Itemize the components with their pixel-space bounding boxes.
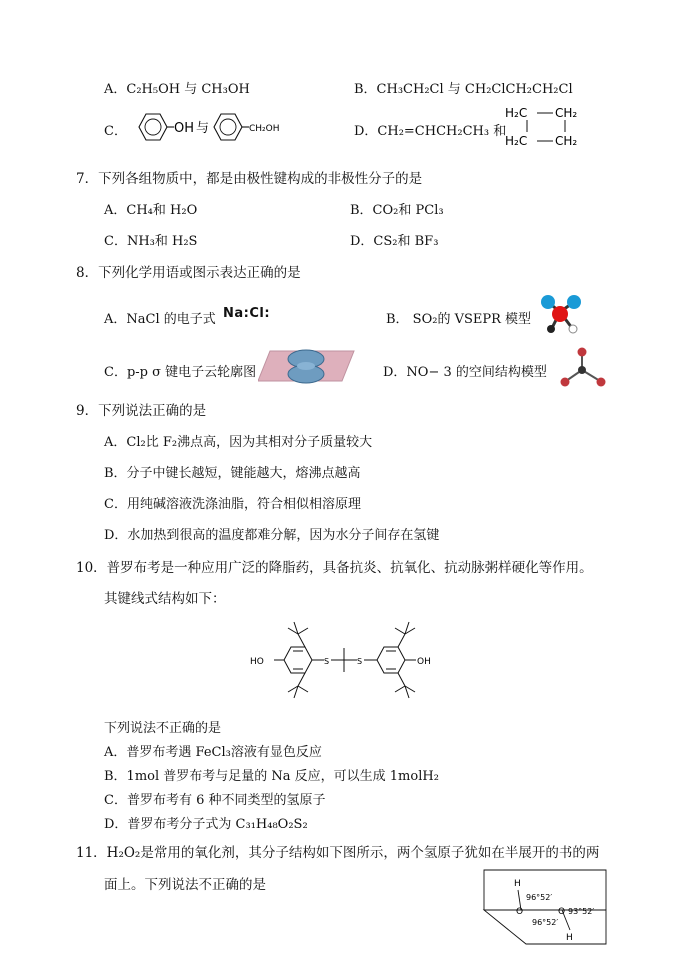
ring-label-top-left: H₂C <box>505 106 528 120</box>
q8-option-a: A．NaCl 的电子式 <box>104 312 216 327</box>
q6-c-ch2oh-label: CH₂OH <box>249 124 280 134</box>
fig-h-bottom: H <box>566 933 573 943</box>
q11-stem-line2: 面上。下列说法不正确的是 <box>104 877 266 893</box>
q6-option-a: A．C₂H₅OH 与 CH₃OH <box>104 82 250 97</box>
fig-dihedral: 93°52′ <box>568 907 595 916</box>
q6-c-oh-label: OH <box>174 121 195 136</box>
q7-option-a: A．CH₄和 H₂O <box>104 203 198 218</box>
fig-angle-top: 96°52′ <box>526 893 553 902</box>
ring-label-top-right: CH₂ <box>555 106 578 120</box>
q11-stem-line1: 11．H₂O₂是常用的氧化剂，其分子结构如下图所示，两个氢原子犹如在半展开的书的两 <box>76 845 600 861</box>
ring-label-bottom-right: CH₂ <box>555 134 578 148</box>
cyclobutane-structure <box>503 100 589 152</box>
fig-angle-bottom: 96°52′ <box>532 918 559 927</box>
struct-ho-label: HO <box>250 657 264 667</box>
q7-stem: 7．下列各组物质中，都是由极性键构成的非极性分子的是 <box>76 171 423 187</box>
benzyl-ring-icon <box>214 114 249 140</box>
phenol-ring-icon <box>139 114 174 140</box>
struct-oh-label: OH <box>417 657 431 667</box>
ring-label-bottom-left: H₂C <box>505 134 528 148</box>
q8-option-c: C．p-p σ 键电子云轮廓图 <box>104 365 257 380</box>
q9-option-d: D．水加热到很高的温度都难分解，因为水分子间存在氢键 <box>104 528 440 543</box>
q9-option-b: B．分子中键长越短，键能越大，熔沸点越高 <box>104 466 361 481</box>
nacl-electron-formula: Na:Cl: <box>223 306 271 321</box>
q9-option-c: C．用纯碱溶液洗涤油脂，符合相似相溶原理 <box>104 497 361 512</box>
q10-sub-stem: 下列说法不正确的是 <box>104 721 222 736</box>
q8-stem: 8．下列化学用语或图示表达正确的是 <box>76 265 301 281</box>
q10-option-a: A．普罗布考遇 FeCl₃溶液有显色反应 <box>104 745 322 760</box>
q6-option-c-label: C． <box>104 124 127 139</box>
q8-option-d: D．NO− 3 的空间结构模型 <box>383 365 547 380</box>
fig-h-top: H <box>514 879 521 889</box>
q9-stem: 9．下列说法正确的是 <box>76 403 207 419</box>
q10-option-d: D．普罗布考分子式为 C₃₁H₄₈O₂S₂ <box>104 817 308 832</box>
q10-option-b: B．1mol 普罗布考与足量的 Na 反应，可以生成 1molH₂ <box>104 769 439 784</box>
q10-stem-line1: 10．普罗布考是一种应用广泛的降脂药，具备抗炎、抗氧化、抗动脉粥样硬化等作用。 <box>76 560 593 576</box>
q6-c-with: 与 <box>196 121 210 136</box>
q6-option-b: B．CH₃CH₂Cl 与 CH₂ClCH₂CH₂Cl <box>354 82 573 97</box>
q6-option-c-structures <box>128 108 298 148</box>
q9-option-a: A．Cl₂比 F₂沸点高，因为其相对分子质量较大 <box>104 435 373 450</box>
q10-option-c: C．普罗布考有 6 种不同类型的氢原子 <box>104 793 326 808</box>
fig-o2: O <box>558 907 566 917</box>
fig-o1: O <box>516 907 524 917</box>
q7-option-b: B．CO₂和 PCl₃ <box>350 203 444 218</box>
q6-option-d: D．CH₂=CHCH₂CH₃ 和 <box>354 124 507 139</box>
q7-option-d: D．CS₂和 BF₃ <box>350 234 439 249</box>
q10-stem-line2: 其键线式结构如下： <box>104 591 226 607</box>
q8-option-b: B． SO₂的 VSEPR 模型 <box>386 312 532 327</box>
so2-vsepr-model-icon <box>538 290 584 336</box>
sigma-bond-cloud-icon <box>258 347 356 387</box>
h2o2-structure-figure <box>480 866 612 948</box>
struct-s1-label: S <box>324 657 330 666</box>
struct-s2-label: S <box>357 657 363 666</box>
probucol-structure <box>244 612 448 712</box>
nitrate-structure-model-icon <box>558 346 608 388</box>
q7-option-c: C．NH₃和 H₂S <box>104 234 198 249</box>
